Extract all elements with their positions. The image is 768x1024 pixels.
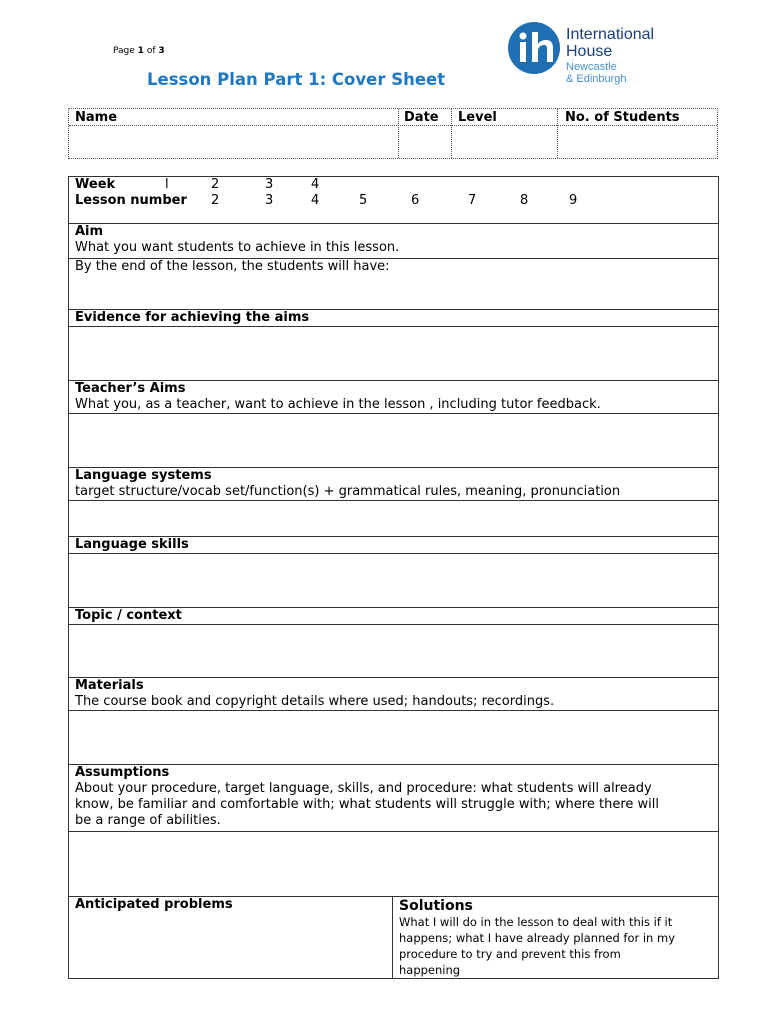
column-header-name: Name [75, 110, 118, 125]
lesson-number-value: 9 [569, 193, 578, 208]
language-systems-section [69, 467, 718, 500]
language-systems-description: target structure/vocab set/function(s) + grammatical rules, meaning, pronunciation [75, 484, 621, 499]
topic-title: Topic / context [75, 608, 182, 623]
language-systems-answer-area[interactable] [69, 500, 718, 536]
logo-text: Newcastle [566, 61, 617, 73]
column-header-level: Level [458, 110, 497, 125]
solutions-description: procedure to try and prevent this from [399, 947, 621, 961]
assumptions-title: Assumptions [75, 765, 170, 780]
week-label: Week [75, 177, 116, 192]
solutions-description: What I will do in the lesson to deal with this if it [399, 915, 673, 929]
topic-section [69, 607, 718, 624]
materials-title: Materials [75, 678, 144, 693]
anticipated-problems-title: Anticipated problems [75, 897, 233, 912]
logo-text: & Edinburgh [566, 73, 627, 85]
lesson-number-label: Lesson number [75, 193, 187, 208]
column-header-date: Date [404, 110, 439, 125]
page-number: Page 1 of 3 [113, 46, 165, 56]
assumptions-answer-area[interactable] [69, 831, 718, 896]
language-skills-title: Language skills [75, 537, 189, 552]
lesson-number-value: 4 [311, 193, 320, 208]
aim-title: Aim [75, 224, 104, 239]
solutions-title: Solutions [399, 898, 473, 914]
lesson-number-value: 6 [411, 193, 420, 208]
teacher-aims-section [69, 380, 718, 413]
teacher-aims-answer-area[interactable] [69, 413, 718, 467]
week-value: 4 [311, 177, 320, 192]
lesson-plan-table [68, 176, 719, 979]
evidence-title: Evidence for achieving the aims [75, 310, 310, 325]
lesson-number-value: 3 [265, 193, 274, 208]
assumptions-description: know, be familiar and comfortable with; what students will struggle with; where there will [75, 797, 659, 812]
evidence-section [69, 309, 718, 326]
assumptions-section [69, 764, 718, 831]
aim-prompt: By the end of the lesson, the students will have: [75, 259, 390, 274]
lesson-number-value: 8 [520, 193, 529, 208]
solutions-description: happens; what I have already planned for in my [399, 931, 676, 945]
info-table [68, 108, 718, 159]
problems-answer-area[interactable] [69, 915, 391, 977]
lesson-number-value: 5 [359, 193, 368, 208]
name-field[interactable] [70, 127, 397, 158]
logo-text: International [566, 26, 655, 43]
teacher-aims-title: Teacher’s Aims [75, 381, 186, 396]
ih-logo-icon [508, 22, 560, 74]
teacher-aims-description: What you, as a teacher, want to achieve in the lesson , including tutor feedback. [75, 397, 601, 412]
international-house-logo [508, 22, 678, 85]
language-skills-section [69, 536, 718, 553]
logo-text: House [566, 43, 613, 60]
language-systems-title: Language systems [75, 468, 212, 483]
materials-description: The course book and copyright details where used; handouts; recordings. [75, 694, 555, 709]
lesson-number-value: 7 [468, 193, 477, 208]
aim-answer-area[interactable] [69, 258, 718, 309]
assumptions-description: About your procedure, target language, skills, and procedure: what students will already [75, 781, 652, 796]
column-header-students: No. of Students [565, 110, 680, 125]
lesson-number-value: 2 [211, 193, 220, 208]
week-value: l [165, 177, 169, 192]
date-field[interactable] [400, 127, 450, 158]
document-title: Lesson Plan Part 1: Cover Sheet [147, 70, 446, 89]
assumptions-description: be a range of abilities. [75, 813, 221, 828]
aim-section [69, 223, 718, 258]
topic-answer-area[interactable] [69, 624, 718, 677]
materials-answer-area[interactable] [69, 710, 718, 764]
solutions-cell [399, 898, 675, 978]
level-field[interactable] [453, 127, 556, 158]
week-value: 2 [211, 177, 220, 192]
solutions-description: happening [399, 963, 461, 977]
materials-section [69, 677, 718, 710]
problems-solutions-section [69, 896, 718, 978]
aim-description: What you want students to achieve in this lesson. [75, 240, 400, 255]
language-skills-answer-area[interactable] [69, 553, 718, 607]
students-field[interactable] [559, 127, 717, 158]
evidence-answer-area[interactable] [69, 326, 718, 380]
week-value: 3 [265, 177, 274, 192]
